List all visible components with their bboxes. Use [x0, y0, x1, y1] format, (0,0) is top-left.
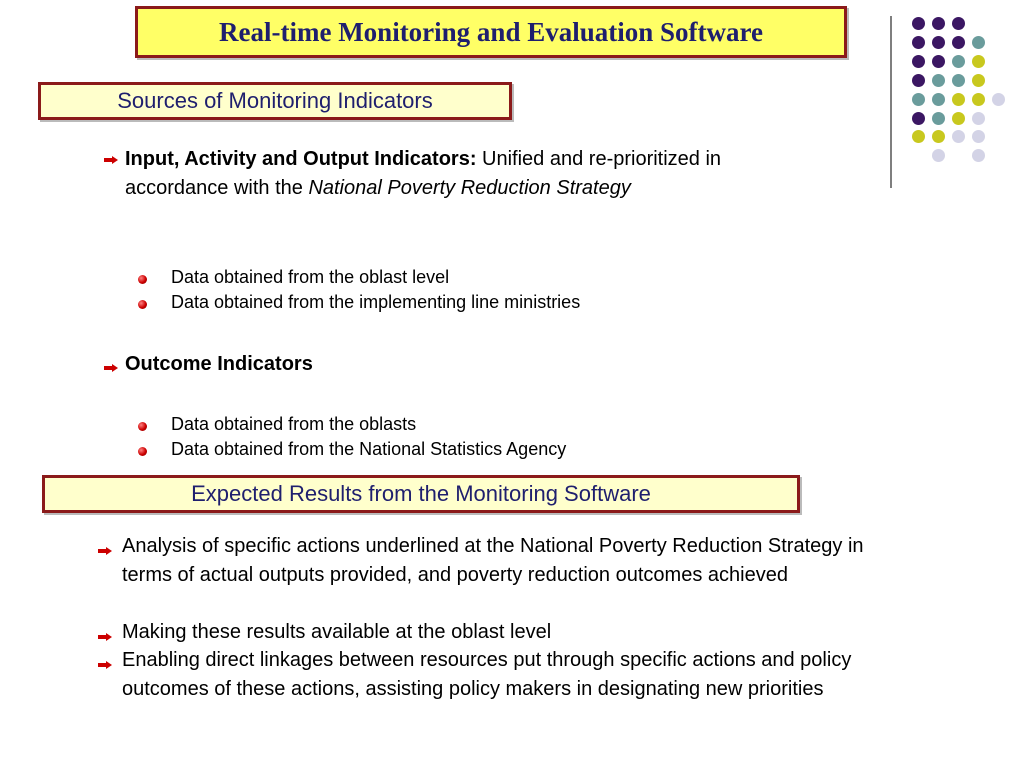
slide-title: Real-time Monitoring and Evaluation Software	[135, 6, 847, 58]
input-indicators-item	[125, 145, 825, 203]
dot-yellow	[912, 130, 925, 143]
dot-teal	[972, 36, 985, 49]
expected-item: Making these results available at the oblast level	[122, 621, 552, 643]
dot-yellow	[952, 93, 965, 106]
dot-teal	[952, 55, 965, 68]
input-indicators-italic: National Poverty Reduction Strategy	[308, 177, 631, 199]
dot-lavender	[952, 130, 965, 143]
vertical-divider	[890, 16, 892, 188]
dot-yellow	[952, 112, 965, 125]
sources-heading: Sources of Monitoring Indicators	[38, 82, 512, 120]
dot-yellow	[972, 74, 985, 87]
outcome-subitem: Data obtained from the National Statistics Agency	[171, 439, 567, 459]
input-indicators-label: Input, Activity and Output Indicators:	[125, 148, 477, 170]
dot-purple	[952, 17, 965, 30]
input-indicators-text: Unified and re-prioritized in accordance with the	[125, 148, 722, 199]
dot-yellow	[972, 55, 985, 68]
red-arrow-icon	[104, 364, 118, 372]
dot-purple	[932, 55, 945, 68]
expected-item: Analysis of specific actions underlined at the National Poverty Reduction Strategy in terms of actual outputs provided, and poverty reduction outcomes achieved	[122, 535, 864, 586]
dot-lavender	[932, 149, 945, 162]
dot-purple	[912, 112, 925, 125]
dot-purple	[932, 36, 945, 49]
dot-purple	[912, 74, 925, 87]
dot-purple	[932, 17, 945, 30]
red-ball-icon	[138, 447, 147, 456]
dot-lavender	[992, 93, 1005, 106]
dot-lavender	[972, 149, 985, 162]
red-arrow-icon	[98, 547, 112, 555]
expected-item: Enabling direct linkages between resources put through specific actions and policy outcomes of these actions, assisting policy makers in designating new priorities	[122, 649, 852, 700]
outcome-indicators-label: Outcome Indicators	[125, 353, 313, 375]
dot-lavender	[972, 112, 985, 125]
red-arrow-icon	[98, 633, 112, 641]
red-ball-icon	[138, 422, 147, 431]
dot-yellow	[972, 93, 985, 106]
input-subitem: Data obtained from the oblast level	[171, 267, 450, 287]
expected-heading: Expected Results from the Monitoring Software	[42, 475, 800, 513]
dot-lavender	[972, 130, 985, 143]
dot-teal	[952, 74, 965, 87]
dot-yellow	[932, 130, 945, 143]
red-ball-icon	[138, 300, 147, 309]
dot-purple	[912, 55, 925, 68]
dot-purple	[912, 36, 925, 49]
input-subitem: Data obtained from the implementing line ministries	[171, 292, 581, 312]
outcome-subitem: Data obtained from the oblasts	[171, 414, 417, 434]
dot-purple	[912, 17, 925, 30]
dot-teal	[932, 93, 945, 106]
dot-teal	[912, 93, 925, 106]
dot-teal	[932, 112, 945, 125]
red-ball-icon	[138, 275, 147, 284]
red-arrow-icon	[104, 156, 118, 164]
red-arrow-icon	[98, 661, 112, 669]
dot-purple	[952, 36, 965, 49]
dot-teal	[932, 74, 945, 87]
